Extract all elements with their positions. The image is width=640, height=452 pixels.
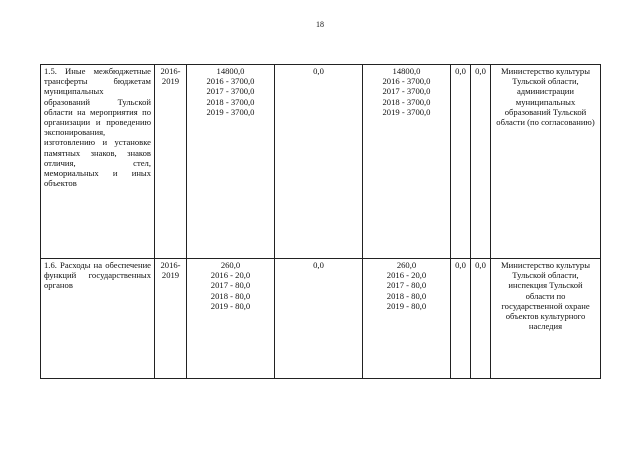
regional-funding-cell (363, 259, 451, 379)
federal-funding-cell: 0,0 (275, 65, 363, 259)
regional-line: 2019 - 80,0 (386, 300, 427, 311)
measure-name-cell: 1.6. Расходы на обеспечение функций государственных органов (41, 259, 155, 379)
program-table (40, 64, 601, 379)
total-line: 2019 - 3700,0 (206, 106, 255, 117)
total-line: 260,0 (220, 260, 241, 270)
regional-line: 2017 - 3700,0 (382, 86, 431, 97)
regional-line: 2016 - 20,0 (386, 270, 427, 281)
regional-line: 14800,0 (392, 66, 421, 76)
regional-line: 2018 - 80,0 (386, 290, 427, 301)
local-funding-cell: 0,0 (451, 259, 471, 379)
regional-line: 2018 - 3700,0 (382, 96, 431, 107)
period-cell: 2016-2019 (155, 65, 187, 259)
regional-line: 260,0 (396, 260, 417, 270)
federal-funding-cell: 0,0 (275, 259, 363, 379)
total-funding-cell (187, 259, 275, 379)
total-funding-cell (187, 65, 275, 259)
extrabudgetary-funding-cell: 0,0 (471, 65, 491, 259)
total-line: 14800,0 (216, 66, 245, 76)
regional-line: 2019 - 3700,0 (382, 106, 431, 117)
table-row (41, 259, 601, 379)
total-line: 2016 - 20,0 (210, 270, 251, 281)
total-line: 2017 - 3700,0 (206, 86, 255, 97)
regional-line: 2017 - 80,0 (386, 280, 427, 291)
page-number: 18 (316, 20, 324, 29)
total-line: 2017 - 80,0 (210, 280, 251, 291)
table-row (41, 65, 601, 259)
executor-cell: Министерство культуры Тульской области, инспекция Тульской области по государственной охране объектов культурного наследия (491, 259, 601, 379)
total-line: 2018 - 3700,0 (206, 96, 255, 107)
total-line: 2016 - 3700,0 (206, 76, 255, 87)
total-line: 2018 - 80,0 (210, 290, 251, 301)
local-funding-cell: 0,0 (451, 65, 471, 259)
extrabudgetary-funding-cell: 0,0 (471, 259, 491, 379)
period-cell: 2016-2019 (155, 259, 187, 379)
regional-line: 2016 - 3700,0 (382, 76, 431, 87)
total-line: 2019 - 80,0 (210, 300, 251, 311)
executor-cell: Министерство культуры Тульской области, администрации муниципальных образований Тульской области (по согласованию) (491, 65, 601, 259)
regional-funding-cell (363, 65, 451, 259)
measure-name-cell: 1.5. Иные межбюджетные трансферты бюджетам муниципальных образований Тульской области на мероприятия по организации и проведению экспонирования, изготовлению и установке памятных знаков, знаков отличия, стел, мемориальных и иных объектов (41, 65, 155, 259)
